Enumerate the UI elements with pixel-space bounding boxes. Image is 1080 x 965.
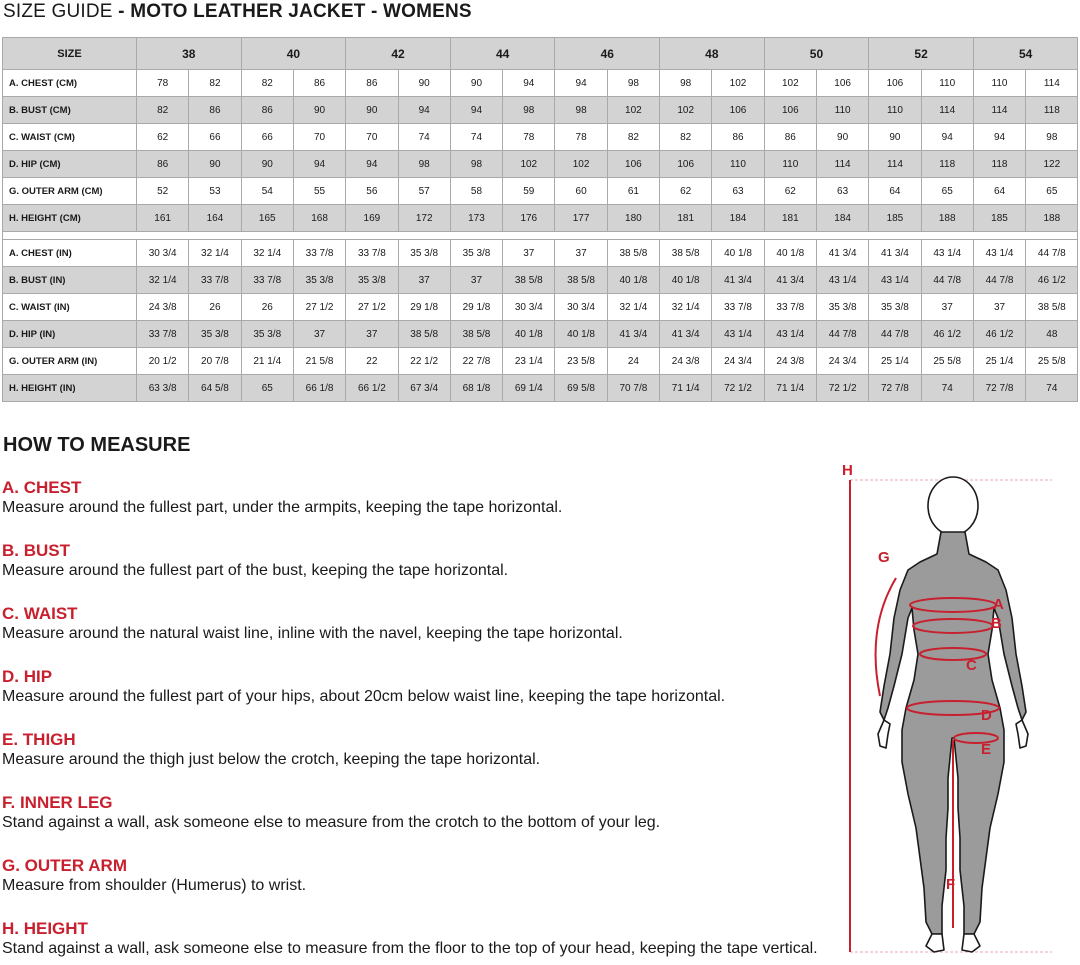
table-cell: 106 — [816, 70, 868, 97]
table-cell: 94 — [973, 124, 1025, 151]
table-cell: 41 3/4 — [660, 321, 712, 348]
measure-title: C. WAIST — [2, 604, 78, 623]
measure-description: Measure from shoulder (Humerus) to wrist. — [2, 877, 307, 894]
table-cell: 110 — [921, 70, 973, 97]
table-cell: 90 — [346, 97, 398, 124]
size-header-cell: 40 — [241, 38, 346, 70]
label-g: G — [878, 549, 890, 566]
table-cell: 181 — [660, 205, 712, 232]
table-cell: 63 — [816, 178, 868, 205]
table-cell: 86 — [712, 124, 764, 151]
table-cell: 118 — [921, 151, 973, 178]
table-cell: 25 1/4 — [973, 348, 1025, 375]
table-cell: 64 — [973, 178, 1025, 205]
size-header-label: SIZE — [3, 38, 137, 70]
table-cell: 94 — [346, 151, 398, 178]
table-cell: 176 — [503, 205, 555, 232]
table-cell: 102 — [764, 70, 816, 97]
table-cell: 43 1/4 — [973, 240, 1025, 267]
table-row — [3, 240, 1078, 267]
table-cell: 66 1/2 — [346, 375, 398, 402]
table-cell: 78 — [555, 124, 607, 151]
table-cell: 24 — [607, 348, 659, 375]
table-cell: 122 — [1026, 151, 1078, 178]
table-cell: 37 — [450, 267, 502, 294]
table-cell: 66 — [241, 124, 293, 151]
table-cell: 82 — [241, 70, 293, 97]
table-row — [3, 348, 1078, 375]
table-cell: 57 — [398, 178, 450, 205]
table-cell: 40 1/8 — [712, 240, 764, 267]
table-cell: 164 — [189, 205, 241, 232]
table-cell: 98 — [450, 151, 502, 178]
table-cell: 24 3/8 — [137, 294, 189, 321]
measure-title: G. OUTER ARM — [2, 856, 127, 875]
table-cell: 44 7/8 — [869, 321, 921, 348]
table-row — [3, 97, 1078, 124]
table-cell: 106 — [607, 151, 659, 178]
row-label: C. WAIST (CM) — [3, 124, 137, 151]
table-cell: 33 7/8 — [189, 267, 241, 294]
table-cell: 165 — [241, 205, 293, 232]
row-label: G. OUTER ARM (IN) — [3, 348, 137, 375]
table-cell: 21 5/8 — [293, 348, 345, 375]
table-cell: 184 — [816, 205, 868, 232]
table-cell: 62 — [660, 178, 712, 205]
table-cell: 24 3/8 — [764, 348, 816, 375]
table-cell: 61 — [607, 178, 659, 205]
measure-title: E. THIGH — [2, 730, 76, 749]
table-cell: 86 — [346, 70, 398, 97]
label-h: H — [842, 462, 853, 479]
table-cell: 70 — [346, 124, 398, 151]
table-spacer-row — [3, 232, 1078, 240]
table-cell: 43 1/4 — [816, 267, 868, 294]
table-cell: 102 — [555, 151, 607, 178]
table-cell: 35 3/8 — [189, 321, 241, 348]
table-cell: 30 3/4 — [555, 294, 607, 321]
table-cell: 86 — [137, 151, 189, 178]
measure-title: B. BUST — [2, 541, 70, 560]
measure-title: A. CHEST — [2, 478, 82, 497]
measure-description: Measure around the natural waist line, inline with the navel, keeping the tape horizontal. — [2, 625, 623, 642]
table-cell: 169 — [346, 205, 398, 232]
table-cell: 46 1/2 — [1026, 267, 1078, 294]
table-cell: 35 3/8 — [346, 267, 398, 294]
table-cell: 35 3/8 — [241, 321, 293, 348]
table-cell: 38 5/8 — [1026, 294, 1078, 321]
measure-item — [2, 730, 540, 770]
table-cell: 38 5/8 — [607, 240, 659, 267]
table-cell: 32 1/4 — [607, 294, 659, 321]
table-cell: 82 — [660, 124, 712, 151]
table-cell: 98 — [660, 70, 712, 97]
table-cell: 41 3/4 — [712, 267, 764, 294]
table-cell: 114 — [973, 97, 1025, 124]
measure-item — [2, 919, 818, 959]
table-cell: 27 1/2 — [293, 294, 345, 321]
measure-description: Measure around the fullest part of the bust, keeping the tape horizontal. — [2, 562, 509, 579]
table-cell: 94 — [921, 124, 973, 151]
title-prefix: SIZE GUIDE — [3, 1, 113, 22]
table-cell: 74 — [450, 124, 502, 151]
table-cell: 33 7/8 — [346, 240, 398, 267]
measurement-figure — [836, 458, 1080, 960]
row-label: B. BUST (CM) — [3, 97, 137, 124]
table-cell: 70 7/8 — [607, 375, 659, 402]
measure-item — [2, 856, 306, 896]
table-cell: 90 — [293, 97, 345, 124]
size-header-cell: 38 — [137, 38, 242, 70]
table-cell: 90 — [189, 151, 241, 178]
table-cell: 98 — [1026, 124, 1078, 151]
table-cell: 65 — [1026, 178, 1078, 205]
table-cell: 22 1/2 — [398, 348, 450, 375]
table-cell: 98 — [555, 97, 607, 124]
table-cell: 60 — [555, 178, 607, 205]
table-cell: 78 — [137, 70, 189, 97]
table-cell: 29 1/8 — [398, 294, 450, 321]
measure-title: D. HIP — [2, 667, 53, 686]
table-cell: 33 7/8 — [712, 294, 764, 321]
table-cell: 180 — [607, 205, 659, 232]
table-row — [3, 70, 1078, 97]
table-cell: 64 — [869, 178, 921, 205]
row-label: C. WAIST (IN) — [3, 294, 137, 321]
table-cell: 38 5/8 — [450, 321, 502, 348]
table-cell: 41 3/4 — [607, 321, 659, 348]
table-cell: 63 — [712, 178, 764, 205]
figure-svg — [836, 458, 1080, 960]
table-cell: 23 1/4 — [503, 348, 555, 375]
table-cell: 35 3/8 — [398, 240, 450, 267]
table-cell: 168 — [293, 205, 345, 232]
size-header-cell: 42 — [346, 38, 451, 70]
table-cell: 33 7/8 — [241, 267, 293, 294]
table-cell: 59 — [503, 178, 555, 205]
table-cell: 35 3/8 — [450, 240, 502, 267]
table-cell: 114 — [1026, 70, 1078, 97]
table-cell: 37 — [973, 294, 1025, 321]
measure-item — [2, 667, 725, 707]
table-cell: 26 — [241, 294, 293, 321]
table-cell: 44 7/8 — [1026, 240, 1078, 267]
table-cell: 90 — [241, 151, 293, 178]
table-cell: 106 — [660, 151, 712, 178]
table-cell: 56 — [346, 178, 398, 205]
table-cell: 118 — [1026, 97, 1078, 124]
table-cell: 35 3/8 — [293, 267, 345, 294]
table-cell: 110 — [816, 97, 868, 124]
table-cell: 74 — [1026, 375, 1078, 402]
table-cell: 72 7/8 — [973, 375, 1025, 402]
table-cell: 110 — [764, 151, 816, 178]
table-cell: 54 — [241, 178, 293, 205]
table-cell: 40 1/8 — [660, 267, 712, 294]
table-cell: 188 — [1026, 205, 1078, 232]
table-cell: 70 — [293, 124, 345, 151]
table-cell: 24 3/4 — [816, 348, 868, 375]
table-cell: 26 — [189, 294, 241, 321]
table-cell: 44 7/8 — [816, 321, 868, 348]
label-a: A — [993, 596, 1004, 613]
table-cell: 72 1/2 — [816, 375, 868, 402]
table-cell: 185 — [973, 205, 1025, 232]
table-cell: 86 — [764, 124, 816, 151]
table-cell: 40 1/8 — [607, 267, 659, 294]
label-d: D — [981, 707, 992, 724]
table-cell: 40 1/8 — [503, 321, 555, 348]
table-cell: 20 1/2 — [137, 348, 189, 375]
table-cell: 32 1/4 — [137, 267, 189, 294]
row-label: G. OUTER ARM (CM) — [3, 178, 137, 205]
table-row — [3, 124, 1078, 151]
table-cell: 37 — [503, 240, 555, 267]
table-cell: 72 1/2 — [712, 375, 764, 402]
row-label: A. CHEST (CM) — [3, 70, 137, 97]
measure-item — [2, 541, 508, 581]
table-cell: 25 5/8 — [1026, 348, 1078, 375]
table-cell: 37 — [555, 240, 607, 267]
table-cell: 90 — [816, 124, 868, 151]
table-row — [3, 178, 1078, 205]
table-cell: 184 — [712, 205, 764, 232]
table-cell: 22 — [346, 348, 398, 375]
how-to-measure-heading: HOW TO MEASURE — [3, 434, 191, 456]
table-cell: 114 — [921, 97, 973, 124]
table-cell: 98 — [503, 97, 555, 124]
table-cell: 68 1/8 — [450, 375, 502, 402]
table-cell: 22 7/8 — [450, 348, 502, 375]
table-cell: 41 3/4 — [869, 240, 921, 267]
table-cell: 58 — [450, 178, 502, 205]
table-cell: 33 7/8 — [293, 240, 345, 267]
table-cell: 94 — [293, 151, 345, 178]
table-cell: 62 — [764, 178, 816, 205]
table-cell: 82 — [137, 97, 189, 124]
table-spacer-cell — [3, 232, 1078, 240]
table-cell: 52 — [137, 178, 189, 205]
table-cell: 65 — [921, 178, 973, 205]
table-row — [3, 151, 1078, 178]
table-cell: 173 — [450, 205, 502, 232]
measure-title: H. HEIGHT — [2, 919, 88, 938]
table-cell: 106 — [764, 97, 816, 124]
table-cell: 23 5/8 — [555, 348, 607, 375]
table-cell: 110 — [973, 70, 1025, 97]
label-b: B — [991, 615, 1002, 632]
table-cell: 74 — [398, 124, 450, 151]
measure-title: F. INNER LEG — [2, 793, 113, 812]
table-cell: 78 — [503, 124, 555, 151]
table-cell: 106 — [869, 70, 921, 97]
table-cell: 29 1/8 — [450, 294, 502, 321]
label-f: F — [946, 876, 956, 893]
table-cell: 33 7/8 — [764, 294, 816, 321]
table-cell: 102 — [607, 97, 659, 124]
measure-description: Stand against a wall, ask someone else to measure from the floor to the top of your head, keeping the tape vertical. — [2, 940, 818, 957]
table-cell: 41 3/4 — [764, 267, 816, 294]
table-row — [3, 321, 1078, 348]
table-cell: 41 3/4 — [816, 240, 868, 267]
table-cell: 86 — [241, 97, 293, 124]
measure-description: Stand against a wall, ask someone else to measure from the crotch to the bottom of your leg. — [2, 814, 661, 831]
table-cell: 35 3/8 — [869, 294, 921, 321]
table-cell: 66 — [189, 124, 241, 151]
measure-item — [2, 793, 660, 833]
row-label: D. HIP (IN) — [3, 321, 137, 348]
table-cell: 114 — [816, 151, 868, 178]
table-cell: 98 — [398, 151, 450, 178]
table-cell: 102 — [712, 70, 764, 97]
table-cell: 72 7/8 — [869, 375, 921, 402]
label-c: C — [966, 657, 977, 674]
table-cell: 74 — [921, 375, 973, 402]
table-cell: 172 — [398, 205, 450, 232]
row-label: H. HEIGHT (IN) — [3, 375, 137, 402]
table-cell: 25 5/8 — [921, 348, 973, 375]
table-cell: 43 1/4 — [712, 321, 764, 348]
table-cell: 110 — [869, 97, 921, 124]
table-cell: 71 1/4 — [764, 375, 816, 402]
table-cell: 188 — [921, 205, 973, 232]
table-cell: 33 7/8 — [137, 321, 189, 348]
table-cell: 94 — [450, 97, 502, 124]
size-table — [2, 37, 1078, 402]
table-cell: 25 1/4 — [869, 348, 921, 375]
table-cell: 32 1/4 — [660, 294, 712, 321]
size-header-cell: 46 — [555, 38, 660, 70]
table-cell: 38 5/8 — [398, 321, 450, 348]
table-cell: 20 7/8 — [189, 348, 241, 375]
table-cell: 185 — [869, 205, 921, 232]
table-cell: 69 1/4 — [503, 375, 555, 402]
measure-description: Measure around the fullest part, under the armpits, keeping the tape horizontal. — [2, 499, 563, 516]
table-cell: 98 — [607, 70, 659, 97]
table-cell: 37 — [921, 294, 973, 321]
table-cell: 90 — [398, 70, 450, 97]
table-cell: 55 — [293, 178, 345, 205]
row-label: B. BUST (IN) — [3, 267, 137, 294]
table-cell: 38 5/8 — [503, 267, 555, 294]
table-cell: 62 — [137, 124, 189, 151]
table-cell: 40 1/8 — [555, 321, 607, 348]
table-cell: 82 — [189, 70, 241, 97]
size-header-cell: 44 — [450, 38, 555, 70]
table-cell: 102 — [660, 97, 712, 124]
table-cell: 30 3/4 — [503, 294, 555, 321]
table-cell: 27 1/2 — [346, 294, 398, 321]
table-cell: 43 1/4 — [764, 321, 816, 348]
table-cell: 94 — [503, 70, 555, 97]
table-cell: 46 1/2 — [973, 321, 1025, 348]
table-cell: 94 — [555, 70, 607, 97]
table-cell: 161 — [137, 205, 189, 232]
page-title — [3, 1, 472, 23]
table-cell: 106 — [712, 97, 764, 124]
row-label: A. CHEST (IN) — [3, 240, 137, 267]
table-cell: 44 7/8 — [973, 267, 1025, 294]
size-header-cell: 52 — [869, 38, 974, 70]
table-cell: 32 1/4 — [241, 240, 293, 267]
measure-item — [2, 604, 623, 644]
table-row — [3, 375, 1078, 402]
table-cell: 102 — [503, 151, 555, 178]
table-cell: 110 — [712, 151, 764, 178]
size-header-cell: 54 — [973, 38, 1078, 70]
size-header-cell: 48 — [660, 38, 765, 70]
table-cell: 24 3/4 — [712, 348, 764, 375]
table-cell: 114 — [869, 151, 921, 178]
table-cell: 35 3/8 — [816, 294, 868, 321]
table-cell: 63 3/8 — [137, 375, 189, 402]
table-cell: 177 — [555, 205, 607, 232]
measure-description: Measure around the thigh just below the crotch, keeping the tape horizontal. — [2, 751, 541, 768]
table-row — [3, 294, 1078, 321]
size-header-row — [3, 38, 1078, 70]
table-cell: 37 — [346, 321, 398, 348]
table-cell: 21 1/4 — [241, 348, 293, 375]
table-cell: 48 — [1026, 321, 1078, 348]
table-cell: 53 — [189, 178, 241, 205]
table-cell: 37 — [398, 267, 450, 294]
table-cell: 71 1/4 — [660, 375, 712, 402]
table-cell: 32 1/4 — [189, 240, 241, 267]
label-e: E — [981, 741, 992, 758]
table-cell: 24 3/8 — [660, 348, 712, 375]
table-cell: 44 7/8 — [921, 267, 973, 294]
measure-item — [2, 478, 562, 518]
table-cell: 30 3/4 — [137, 240, 189, 267]
table-cell: 40 1/8 — [764, 240, 816, 267]
measure-description: Measure around the fullest part of your hips, about 20cm below waist line, keeping the tape horizontal. — [2, 688, 726, 705]
table-cell: 38 5/8 — [660, 240, 712, 267]
row-label: H. HEIGHT (CM) — [3, 205, 137, 232]
table-cell: 90 — [869, 124, 921, 151]
table-cell: 65 — [241, 375, 293, 402]
table-cell: 43 1/4 — [921, 240, 973, 267]
table-cell: 94 — [398, 97, 450, 124]
table-cell: 181 — [764, 205, 816, 232]
table-cell: 67 3/4 — [398, 375, 450, 402]
row-label: D. HIP (CM) — [3, 151, 137, 178]
table-cell: 69 5/8 — [555, 375, 607, 402]
table-cell: 82 — [607, 124, 659, 151]
table-cell: 66 1/8 — [293, 375, 345, 402]
table-cell: 37 — [293, 321, 345, 348]
table-cell: 90 — [450, 70, 502, 97]
title-separator: - — [112, 1, 131, 22]
table-cell: 118 — [973, 151, 1025, 178]
table-cell: 86 — [293, 70, 345, 97]
table-cell: 64 5/8 — [189, 375, 241, 402]
size-header-cell: 50 — [764, 38, 869, 70]
table-cell: 46 1/2 — [921, 321, 973, 348]
table-row — [3, 205, 1078, 232]
table-cell: 43 1/4 — [869, 267, 921, 294]
table-cell: 86 — [189, 97, 241, 124]
title-main: MOTO LEATHER JACKET - WOMENS — [130, 1, 472, 22]
table-row — [3, 267, 1078, 294]
table-cell: 38 5/8 — [555, 267, 607, 294]
